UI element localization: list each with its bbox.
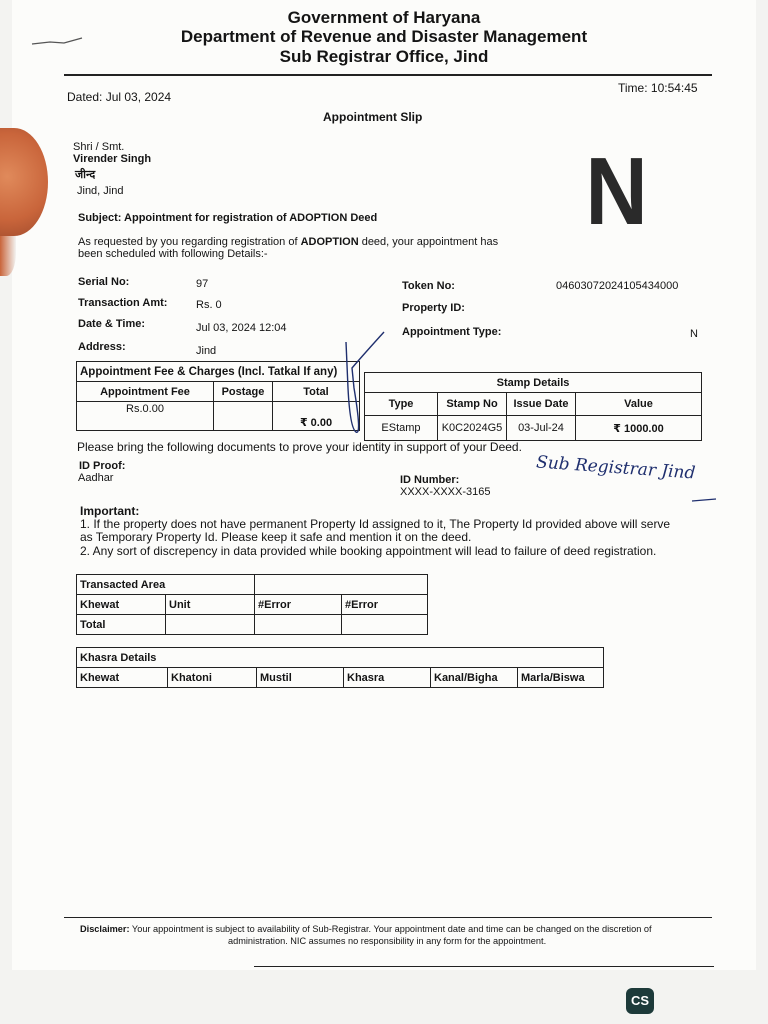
addressee-place: Jind, Jind (77, 185, 124, 197)
khasra-header-kanal: Kanal/Bigha (431, 668, 518, 688)
property-id-label: Property ID: (402, 302, 465, 314)
ta-total-2 (166, 615, 255, 635)
id-proof-label: ID Proof: (79, 460, 126, 472)
khasra-title: Khasra Details (77, 648, 604, 668)
ta-total-3 (255, 615, 342, 635)
stamp-header-no: Stamp No (438, 393, 507, 416)
khasra-header-khewat: Khewat (77, 668, 168, 688)
stamp-table-title: Stamp Details (365, 373, 702, 393)
fee-table (76, 361, 360, 431)
serial-label: Serial No: (78, 276, 130, 288)
fee-table-title: Appointment Fee & Charges (Incl. Tatkal If any) (77, 362, 360, 382)
fee-cell-appointment: Rs.0.00 (77, 402, 214, 431)
stamp-cell-value: ₹ 1000.00 (576, 416, 702, 441)
dated-text: Dated: Jul 03, 2024 (67, 90, 172, 104)
datetime-label: Date & Time: (78, 318, 146, 330)
handwritten-signature: Sub Registrar Jind (535, 452, 697, 484)
fee-cell-postage (214, 402, 273, 431)
slip-title: Appointment Slip (323, 110, 423, 124)
disclaimer-text: Your appointment is subject to availability of Sub-Registrar. Your appointment date and time can be changed on the discretion of (129, 924, 652, 934)
request-pre: As requested by you regarding registration of (78, 236, 301, 248)
khasra-header-mustil: Mustil (257, 668, 344, 688)
stamp-cell-no: K0C2024G5 (438, 416, 507, 441)
datetime-value: Jul 03, 2024 12:04 (196, 322, 287, 334)
stamp-cell-type: EStamp (365, 416, 438, 441)
header-rule (64, 74, 712, 76)
stamp-cell-date: 03-Jul-24 (507, 416, 576, 441)
transaction-value: Rs. 0 (196, 299, 222, 311)
addressee-name: Virender Singh (73, 153, 152, 165)
request-line (78, 236, 498, 248)
khasra-header-marla: Marla/Biswa (518, 668, 604, 688)
request-deed: ADOPTION (300, 236, 359, 248)
appointment-type-letter: N (585, 138, 646, 245)
appointment-type-label: Appointment Type: (402, 326, 502, 338)
token-label: Token No: (402, 280, 455, 292)
ta-unit: Unit (166, 595, 255, 615)
ta-total: Total (77, 615, 166, 635)
disclaimer-rule-top (64, 917, 712, 918)
stamp-table (364, 372, 702, 441)
ta-error-2: #Error (342, 595, 428, 615)
appointment-type-value: N (690, 328, 698, 340)
khasra-header-khasra: Khasra (344, 668, 431, 688)
transacted-area-blank (255, 575, 428, 595)
disclaimer-label: Disclaimer: (80, 924, 130, 934)
disclaimer-line-2: administration. NIC assumes no responsibility in any form for the appointment. (228, 936, 547, 946)
token-value: 04603072024105434000 (556, 280, 679, 292)
important-line-2: 2. Any sort of discrepency in data provided while booking appointment will lead to failure of deed registration. (80, 544, 657, 558)
request-line-2: been scheduled with following Details:- (78, 248, 268, 260)
fee-cell-total: ₹ 0.00 (273, 402, 360, 431)
time-text: Time: 10:54:45 (618, 81, 698, 95)
address-label: Address: (78, 341, 126, 353)
signature-underline (690, 496, 720, 506)
fee-header-appointment: Appointment Fee (77, 382, 214, 402)
stamp-header-date: Issue Date (507, 393, 576, 416)
ta-total-4 (342, 615, 428, 635)
khasra-header-khatoni: Khatoni (168, 668, 257, 688)
disclaimer-rule-bottom (254, 966, 714, 967)
salutation: Shri / Smt. (73, 141, 125, 153)
ta-khewat: Khewat (77, 595, 166, 615)
header-department: Department of Revenue and Disaster Management (180, 27, 588, 46)
ta-error-1: #Error (255, 595, 342, 615)
stamp-header-type: Type (365, 393, 438, 416)
transaction-label: Transaction Amt: (78, 297, 168, 309)
khasra-details-table (76, 647, 604, 688)
id-proof-value: Aadhar (78, 472, 114, 484)
header-office: Sub Registrar Office, Jind (279, 47, 489, 66)
request-post: deed, your appointment has (358, 236, 499, 248)
important-line-1: 1. If the property does not have permanent Property Id assigned to it, The Property Id provided above will serve (80, 517, 671, 531)
serial-value: 97 (196, 278, 209, 290)
fee-header-total: Total (273, 382, 360, 402)
transacted-area-table (76, 574, 428, 635)
important-title: Important: (80, 504, 140, 518)
addressee-name-hindi: जीन्द (75, 168, 96, 181)
id-number-label: ID Number: (400, 474, 460, 486)
address-value: Jind (196, 345, 217, 357)
documents-note: Please bring the following documents to prove your identity in support of your Deed. (77, 440, 522, 454)
id-number-value: XXXX-XXXX-3165 (400, 486, 491, 498)
disclaimer-line-1 (80, 924, 652, 934)
header-government: Government of Haryana (287, 8, 481, 27)
transacted-area-title: Transacted Area (77, 575, 255, 595)
camscanner-badge: CS (626, 988, 654, 1014)
pen-tick-mark (336, 328, 392, 442)
fee-header-postage: Postage (214, 382, 273, 402)
important-line-1b: as Temporary Property Id. Please keep it safe and mention it on the deed. (80, 530, 472, 544)
subject-line: Subject: Appointment for registration of ADOPTION Deed (78, 212, 378, 224)
stamp-header-value: Value (576, 393, 702, 416)
